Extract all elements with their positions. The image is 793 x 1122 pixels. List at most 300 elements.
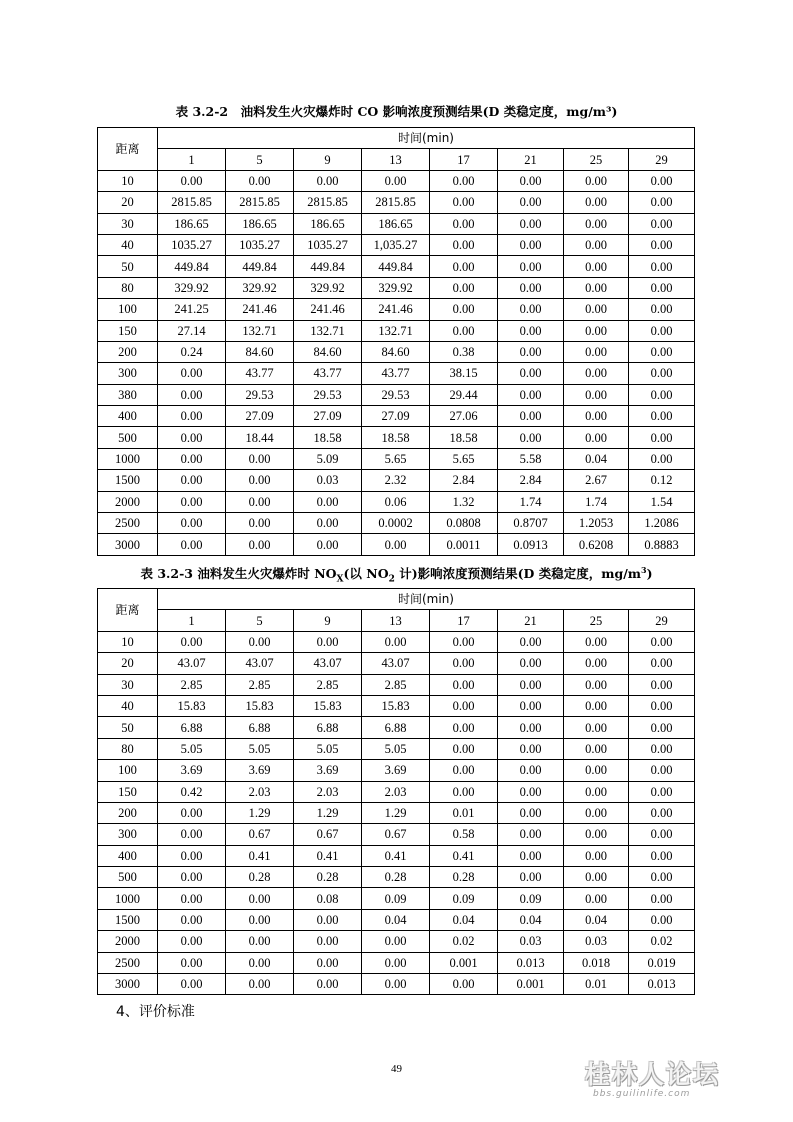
value-cell: 0.00: [158, 888, 226, 909]
value-cell: 0.00: [629, 867, 695, 888]
table-row: [98, 909, 695, 930]
value-cell: 0.00: [564, 738, 629, 759]
distance-cell: 1000: [98, 888, 158, 909]
value-cell: 0.00: [629, 299, 695, 320]
value-cell: 15.83: [294, 695, 362, 716]
value-cell: 6.88: [226, 717, 294, 738]
value-cell: 0.00: [629, 256, 695, 277]
value-cell: 0.58: [430, 824, 498, 845]
value-cell: 0.00: [158, 406, 226, 427]
value-cell: 0.00: [430, 213, 498, 234]
distance-cell: 150: [98, 781, 158, 802]
distance-cell: 380: [98, 384, 158, 405]
value-cell: 0.00: [629, 695, 695, 716]
value-cell: 0.00: [564, 845, 629, 866]
distance-cell: 1500: [98, 909, 158, 930]
co-concentration-table: [97, 127, 695, 556]
value-cell: 0.00: [294, 491, 362, 512]
value-cell: 0.00: [564, 384, 629, 405]
watermark-logo: [585, 1055, 745, 1105]
value-cell: 0.06: [362, 491, 430, 512]
value-cell: 0.00: [430, 234, 498, 255]
distance-cell: 20: [98, 192, 158, 213]
value-cell: 0.00: [294, 974, 362, 995]
distance-cell: 10: [98, 170, 158, 191]
value-cell: 0.00: [564, 888, 629, 909]
value-cell: 0.00: [564, 256, 629, 277]
value-cell: 0.013: [629, 974, 695, 995]
value-cell: 0.00: [498, 781, 564, 802]
value-cell: 186.65: [158, 213, 226, 234]
value-cell: 18.58: [362, 427, 430, 448]
table-row: [98, 674, 695, 695]
value-cell: 0.00: [158, 952, 226, 973]
value-cell: 2.84: [498, 470, 564, 491]
value-cell: 0.00: [226, 888, 294, 909]
value-cell: 132.71: [362, 320, 430, 341]
value-cell: 0.04: [362, 909, 430, 930]
table-row: [98, 406, 695, 427]
value-cell: 0.00: [226, 974, 294, 995]
value-cell: 0.28: [362, 867, 430, 888]
time-column-header: 25: [564, 149, 629, 170]
time-column-header: 25: [564, 610, 629, 631]
value-cell: 2.03: [362, 781, 430, 802]
value-cell: 2815.85: [226, 192, 294, 213]
value-cell: 0.41: [226, 845, 294, 866]
value-cell: 241.46: [362, 299, 430, 320]
table-3-2-2-caption: 表 3.2-2 油料发生火灾爆炸时 CO 影响浓度预测结果(D 类稳定度，mg/m³): [175, 104, 618, 119]
value-cell: 0.00: [226, 952, 294, 973]
value-cell: 0.00: [629, 406, 695, 427]
value-cell: 43.77: [362, 363, 430, 384]
value-cell: 0.0913: [498, 534, 564, 555]
value-cell: 0.03: [498, 931, 564, 952]
value-cell: 329.92: [158, 277, 226, 298]
value-cell: 5.58: [498, 448, 564, 469]
value-cell: 1035.27: [226, 234, 294, 255]
value-cell: 43.77: [294, 363, 362, 384]
value-cell: 0.00: [158, 363, 226, 384]
value-cell: 0.00: [629, 277, 695, 298]
table-row: [98, 888, 695, 909]
value-cell: 0.04: [564, 448, 629, 469]
table-row: [98, 952, 695, 973]
value-cell: 0.00: [498, 760, 564, 781]
distance-cell: 300: [98, 824, 158, 845]
value-cell: 0.0808: [430, 513, 498, 534]
value-cell: 0.00: [629, 888, 695, 909]
value-cell: 0.00: [158, 170, 226, 191]
time-column-header: 1: [158, 149, 226, 170]
time-columns-row: [98, 610, 695, 631]
value-cell: 5.05: [158, 738, 226, 759]
value-cell: 0.00: [294, 909, 362, 930]
distance-cell: 80: [98, 738, 158, 759]
value-cell: 0.00: [629, 341, 695, 362]
value-cell: 0.00: [564, 234, 629, 255]
value-cell: 0.00: [158, 513, 226, 534]
value-cell: 0.00: [564, 277, 629, 298]
table-row: [98, 277, 695, 298]
value-cell: 0.00: [564, 781, 629, 802]
table-row: [98, 234, 695, 255]
value-cell: 0.00: [498, 802, 564, 823]
distance-cell: 300: [98, 363, 158, 384]
value-cell: 0.00: [564, 341, 629, 362]
distance-cell: 80: [98, 277, 158, 298]
time-column-header: 13: [362, 610, 430, 631]
value-cell: 0.00: [498, 363, 564, 384]
value-cell: 1.74: [498, 491, 564, 512]
time-column-header: 5: [226, 149, 294, 170]
value-cell: 0.00: [498, 256, 564, 277]
distance-cell: 500: [98, 427, 158, 448]
value-cell: 0.8883: [629, 534, 695, 555]
value-cell: 1.2053: [564, 513, 629, 534]
value-cell: 1.74: [564, 491, 629, 512]
value-cell: 43.07: [294, 653, 362, 674]
value-cell: 0.24: [158, 341, 226, 362]
value-cell: 0.00: [629, 448, 695, 469]
value-cell: 38.15: [430, 363, 498, 384]
value-cell: 1.29: [294, 802, 362, 823]
value-cell: 0.04: [430, 909, 498, 930]
value-cell: 0.00: [629, 363, 695, 384]
value-cell: 0.00: [498, 824, 564, 845]
value-cell: 0.00: [498, 320, 564, 341]
value-cell: 0.00: [629, 760, 695, 781]
value-cell: 0.00: [158, 845, 226, 866]
value-cell: 2.85: [362, 674, 430, 695]
value-cell: 241.25: [158, 299, 226, 320]
value-cell: 2815.85: [294, 192, 362, 213]
value-cell: 0.00: [430, 631, 498, 652]
value-cell: 3.69: [158, 760, 226, 781]
value-cell: 186.65: [294, 213, 362, 234]
value-cell: 2.85: [226, 674, 294, 695]
distance-cell: 2500: [98, 952, 158, 973]
value-cell: 0.00: [564, 802, 629, 823]
value-cell: 27.06: [430, 406, 498, 427]
value-cell: 0.12: [629, 470, 695, 491]
table-row: [98, 653, 695, 674]
value-cell: 0.00: [498, 845, 564, 866]
value-cell: 0.00: [564, 717, 629, 738]
value-cell: 0.00: [362, 974, 430, 995]
table-row: [98, 824, 695, 845]
value-cell: 186.65: [362, 213, 430, 234]
value-cell: 0.00: [498, 234, 564, 255]
value-cell: 449.84: [226, 256, 294, 277]
distance-cell: 20: [98, 653, 158, 674]
value-cell: 3.69: [294, 760, 362, 781]
value-cell: 0.00: [564, 170, 629, 191]
value-cell: 0.00: [430, 192, 498, 213]
value-cell: 18.58: [294, 427, 362, 448]
value-cell: 0.00: [564, 213, 629, 234]
value-cell: 29.53: [226, 384, 294, 405]
value-cell: 0.00: [158, 534, 226, 555]
value-cell: 0.00: [564, 406, 629, 427]
value-cell: 0.00: [629, 802, 695, 823]
value-cell: 1.2086: [629, 513, 695, 534]
value-cell: 0.00: [629, 653, 695, 674]
table-row: [98, 491, 695, 512]
value-cell: 0.00: [498, 213, 564, 234]
value-cell: 0.00: [629, 213, 695, 234]
value-cell: 0.00: [226, 513, 294, 534]
distance-cell: 30: [98, 213, 158, 234]
value-cell: 1.54: [629, 491, 695, 512]
value-cell: 0.00: [226, 534, 294, 555]
value-cell: 1.29: [362, 802, 430, 823]
value-cell: 3.69: [226, 760, 294, 781]
page-number: 49: [391, 1063, 402, 1075]
value-cell: 6.88: [362, 717, 430, 738]
value-cell: 0.42: [158, 781, 226, 802]
value-cell: 0.00: [564, 427, 629, 448]
value-cell: 0.00: [430, 674, 498, 695]
value-cell: 0.00: [158, 384, 226, 405]
time-column-header: 5: [226, 610, 294, 631]
value-cell: 2.03: [226, 781, 294, 802]
distance-cell: 50: [98, 717, 158, 738]
table-row: [98, 256, 695, 277]
distance-cell: 50: [98, 256, 158, 277]
table-row: [98, 341, 695, 362]
value-cell: 2.85: [158, 674, 226, 695]
value-cell: 449.84: [158, 256, 226, 277]
value-cell: 1.32: [430, 491, 498, 512]
watermark-url: bbs.guilinlife.com: [593, 1089, 691, 1099]
value-cell: 5.09: [294, 448, 362, 469]
value-cell: 0.00: [629, 170, 695, 191]
value-cell: 27.09: [226, 406, 294, 427]
value-cell: 0.00: [430, 781, 498, 802]
value-cell: 449.84: [294, 256, 362, 277]
value-cell: 0.00: [226, 491, 294, 512]
value-cell: 5.05: [294, 738, 362, 759]
value-cell: 43.77: [226, 363, 294, 384]
value-cell: 0.00: [564, 695, 629, 716]
table-row: [98, 213, 695, 234]
distance-cell: 40: [98, 695, 158, 716]
value-cell: 0.01: [430, 802, 498, 823]
value-cell: 0.09: [498, 888, 564, 909]
table-row: [98, 363, 695, 384]
value-cell: 0.03: [564, 931, 629, 952]
table-row: [98, 695, 695, 716]
value-cell: 0.28: [430, 867, 498, 888]
value-cell: 84.60: [226, 341, 294, 362]
distance-cell: 3000: [98, 974, 158, 995]
value-cell: 0.00: [226, 448, 294, 469]
distance-cell: 100: [98, 299, 158, 320]
value-cell: 5.65: [430, 448, 498, 469]
distance-cell: 1000: [98, 448, 158, 469]
table-row: [98, 931, 695, 952]
value-cell: 0.03: [294, 470, 362, 491]
value-cell: 43.07: [158, 653, 226, 674]
value-cell: 0.00: [629, 781, 695, 802]
value-cell: 0.00: [498, 341, 564, 362]
distance-cell: 200: [98, 802, 158, 823]
time-column-header: 29: [629, 610, 695, 631]
value-cell: 29.53: [362, 384, 430, 405]
caption-part: 表 3.2-3 油料发生火灾爆炸时 NO: [140, 566, 337, 581]
value-cell: 0.00: [564, 363, 629, 384]
value-cell: 0.09: [362, 888, 430, 909]
value-cell: 5.65: [362, 448, 430, 469]
value-cell: 0.41: [362, 845, 430, 866]
value-cell: 0.00: [430, 653, 498, 674]
distance-header: 距离: [98, 128, 158, 171]
value-cell: 0.00: [564, 674, 629, 695]
value-cell: 2.67: [564, 470, 629, 491]
value-cell: 0.013: [498, 952, 564, 973]
value-cell: 0.00: [226, 909, 294, 930]
value-cell: 0.00: [498, 695, 564, 716]
value-cell: 3.69: [362, 760, 430, 781]
value-cell: 0.00: [629, 320, 695, 341]
value-cell: 84.60: [294, 341, 362, 362]
distance-cell: 40: [98, 234, 158, 255]
value-cell: 0.00: [498, 170, 564, 191]
value-cell: 18.44: [226, 427, 294, 448]
value-cell: 0.00: [430, 320, 498, 341]
caption-part: (以 NO: [343, 566, 389, 581]
table-row: [98, 717, 695, 738]
time-column-header: 9: [294, 610, 362, 631]
value-cell: 0.00: [430, 974, 498, 995]
value-cell: 0.04: [498, 909, 564, 930]
value-cell: 0.00: [430, 695, 498, 716]
value-cell: 0.00: [564, 192, 629, 213]
value-cell: 0.00: [158, 448, 226, 469]
value-cell: 0.00: [430, 277, 498, 298]
value-cell: 0.00: [629, 738, 695, 759]
value-cell: 0.41: [430, 845, 498, 866]
value-cell: 29.53: [294, 384, 362, 405]
value-cell: 0.00: [498, 674, 564, 695]
value-cell: 0.09: [430, 888, 498, 909]
value-cell: 0.08: [294, 888, 362, 909]
table-row: [98, 534, 695, 555]
value-cell: 0.01: [564, 974, 629, 995]
value-cell: 1035.27: [294, 234, 362, 255]
value-cell: 2815.85: [158, 192, 226, 213]
value-cell: 0.00: [294, 513, 362, 534]
distance-cell: 200: [98, 341, 158, 362]
value-cell: 0.67: [362, 824, 430, 845]
value-cell: 0.04: [564, 909, 629, 930]
value-cell: 0.00: [564, 867, 629, 888]
time-columns-row: [98, 149, 695, 170]
value-cell: 0.02: [430, 931, 498, 952]
value-cell: 0.00: [498, 653, 564, 674]
value-cell: 0.00: [629, 909, 695, 930]
value-cell: 0.00: [564, 299, 629, 320]
value-cell: 0.00: [158, 824, 226, 845]
value-cell: 15.83: [158, 695, 226, 716]
table-header-row: [98, 128, 695, 149]
table-row: [98, 631, 695, 652]
value-cell: 27.09: [294, 406, 362, 427]
time-column-header: 21: [498, 610, 564, 631]
value-cell: 0.00: [564, 760, 629, 781]
value-cell: 1,035.27: [362, 234, 430, 255]
value-cell: 0.00: [629, 631, 695, 652]
table-row: [98, 513, 695, 534]
value-cell: 0.00: [498, 427, 564, 448]
value-cell: 0.0002: [362, 513, 430, 534]
value-cell: 2815.85: [362, 192, 430, 213]
value-cell: 132.71: [294, 320, 362, 341]
distance-cell: 1500: [98, 470, 158, 491]
value-cell: 84.60: [362, 341, 430, 362]
table-row: [98, 781, 695, 802]
caption-subscript: 2: [388, 574, 395, 585]
table-row: [98, 427, 695, 448]
value-cell: 0.0011: [430, 534, 498, 555]
value-cell: 2.32: [362, 470, 430, 491]
distance-cell: 3000: [98, 534, 158, 555]
value-cell: 0.00: [430, 299, 498, 320]
value-cell: 0.00: [362, 534, 430, 555]
table-header-row: [98, 589, 695, 610]
table-body: [98, 170, 695, 555]
value-cell: 0.00: [564, 824, 629, 845]
distance-cell: 100: [98, 760, 158, 781]
distance-cell: 500: [98, 867, 158, 888]
time-column-header: 29: [629, 149, 695, 170]
value-cell: 0.00: [498, 738, 564, 759]
value-cell: 0.00: [294, 631, 362, 652]
value-cell: 0.00: [158, 931, 226, 952]
table-row: [98, 470, 695, 491]
value-cell: 0.00: [498, 631, 564, 652]
value-cell: 329.92: [362, 277, 430, 298]
value-cell: 0.00: [362, 170, 430, 191]
value-cell: 0.00: [294, 931, 362, 952]
value-cell: 0.00: [498, 717, 564, 738]
value-cell: 5.05: [362, 738, 430, 759]
value-cell: 43.07: [362, 653, 430, 674]
table-row: [98, 738, 695, 759]
value-cell: 0.00: [629, 192, 695, 213]
value-cell: 0.00: [158, 427, 226, 448]
value-cell: 0.41: [294, 845, 362, 866]
value-cell: 0.00: [430, 256, 498, 277]
value-cell: 0.00: [158, 470, 226, 491]
distance-cell: 150: [98, 320, 158, 341]
value-cell: 0.00: [294, 534, 362, 555]
value-cell: 0.00: [498, 299, 564, 320]
value-cell: 0.00: [430, 170, 498, 191]
section-heading: 4、评价标准: [116, 1004, 195, 1020]
distance-cell: 400: [98, 406, 158, 427]
distance-cell: 400: [98, 845, 158, 866]
value-cell: 0.00: [226, 170, 294, 191]
table-row: [98, 802, 695, 823]
time-column-header: 13: [362, 149, 430, 170]
time-column-header: 17: [430, 149, 498, 170]
value-cell: 2.03: [294, 781, 362, 802]
table-row: [98, 384, 695, 405]
value-cell: 2.85: [294, 674, 362, 695]
table-3-2-3-caption: [0, 564, 793, 585]
